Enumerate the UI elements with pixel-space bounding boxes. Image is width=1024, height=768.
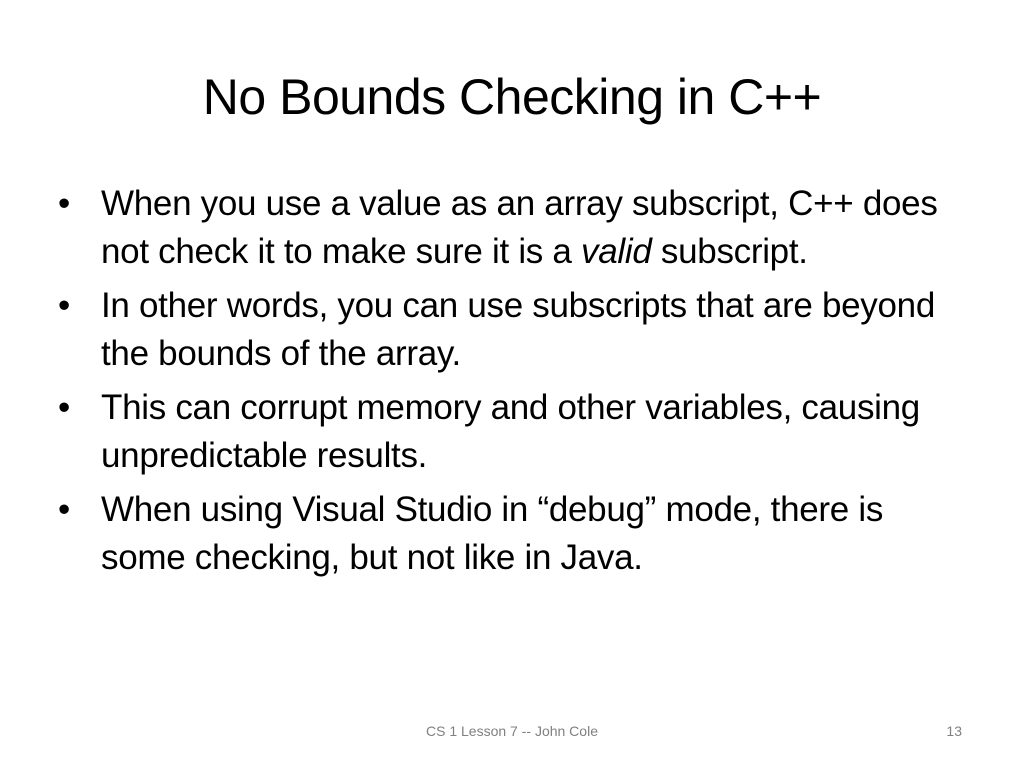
bullet-list bbox=[58, 180, 968, 588]
bullet-icon: • bbox=[58, 184, 70, 223]
bullet-icon: • bbox=[58, 286, 70, 325]
bullet-icon: • bbox=[58, 490, 70, 529]
bullet-text-before: When you use a value as an array subscript, C++ does not check it to make sure it is a bbox=[101, 184, 938, 271]
slide-number: 13 bbox=[946, 723, 962, 739]
slide-title: No Bounds Checking in C++ bbox=[202, 69, 822, 125]
bullet-text: In other words, you can use subscripts that are beyond the bounds of the array. bbox=[101, 286, 936, 373]
bullet-item bbox=[58, 486, 968, 582]
bullet-item bbox=[58, 384, 968, 480]
bullet-icon: • bbox=[58, 388, 70, 427]
bullet-text-after: subscript. bbox=[651, 232, 808, 271]
bullet-text: This can corrupt memory and other variables, causing unpredictable results. bbox=[101, 388, 920, 475]
bullet-text: When using Visual Studio in “debug” mode, there is some checking, but not like in Java. bbox=[101, 490, 884, 577]
bullet-item bbox=[58, 282, 968, 378]
slide-footer: CS 1 Lesson 7 -- John Cole bbox=[426, 723, 598, 739]
bullet-emphasis: valid bbox=[581, 232, 652, 271]
bullet-item bbox=[58, 180, 968, 276]
